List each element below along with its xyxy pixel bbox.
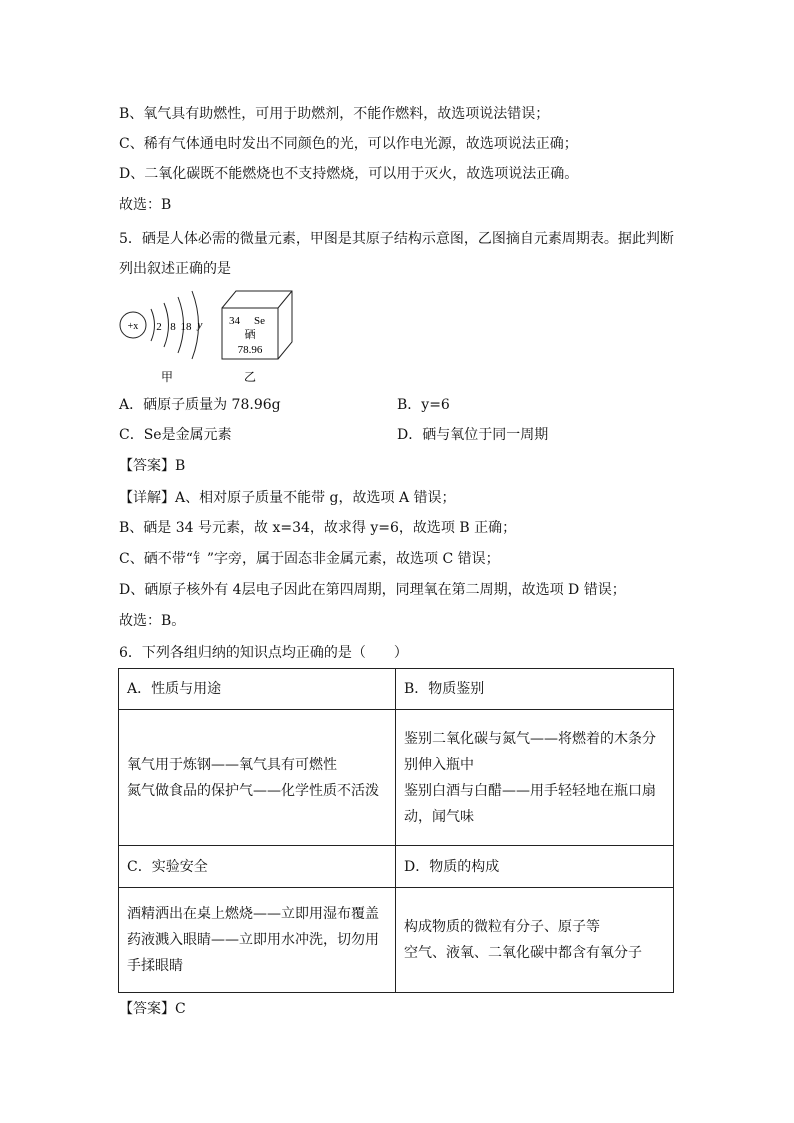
figure-label-a: 甲 xyxy=(160,370,174,384)
cell-atomic-number: 34 xyxy=(229,315,240,327)
q5-option-b: B．y=6 xyxy=(397,397,450,413)
shell-arc-2 xyxy=(164,303,169,347)
q5-figure xyxy=(118,287,308,387)
cell-a-content xyxy=(119,710,396,846)
cell-c-content xyxy=(119,888,396,993)
cell-c-line-3: 手揉眼睛 xyxy=(127,958,183,974)
cell-b-line-1: 鉴别二氧化碳与氮气——将燃着的木条分 xyxy=(404,730,656,747)
q5-option-a: A．硒原子质量为 78.96g xyxy=(119,397,281,413)
explanation-conclusion: 故选：B xyxy=(119,197,172,213)
cell-b-line-4: 动，闻气味 xyxy=(404,808,474,825)
q5-stem-line1: 5．硒是人体必需的微量元素，甲图是其原子结构示意图，乙图摘自元素周期表。据此判断 xyxy=(119,231,674,247)
cell-symbol: Se xyxy=(254,315,265,327)
explanation-line-b: B、氧气具有助燃性，可用于助燃剂，不能作燃料，故选项说法错误； xyxy=(119,106,550,122)
figure-label-b: 乙 xyxy=(243,370,257,384)
cell-c-line-1: 酒精洒出在桌上燃烧——立即用湿布覆盖 xyxy=(127,906,379,922)
explanation-line-d: D、二氧化碳既不能燃烧也不支持燃烧，可以用于灭火，故选项说法正确。 xyxy=(119,166,579,182)
q5-option-c: C．Se是金属元素 xyxy=(119,427,232,443)
q6-answer: 【答案】C xyxy=(119,1001,186,1017)
cell-a-title: A．性质与用途 xyxy=(119,669,396,710)
nucleus-charge: +x xyxy=(127,321,139,332)
cell-b-line-3: 鉴别白酒与白醋——用手轻轻地在瓶口扇 xyxy=(404,782,656,799)
cell-d-line-1: 构成物质的微粒有分子、原子等 xyxy=(404,919,600,935)
shell-count-4: y xyxy=(197,319,203,331)
explanation-line-c: C、稀有气体通电时发出不同颜色的光，可以作电光源，故选项说法正确； xyxy=(119,136,578,152)
cell-c-title: C．实验安全 xyxy=(119,846,396,888)
cell-element-name: 硒 xyxy=(244,329,256,341)
cell-b-title: B．物质鉴别 xyxy=(396,669,674,710)
q5-explanation-d: D、硒原子核外有 4层电子因此在第四周期，同理氧在第二周期，故选项 D 错误； xyxy=(119,582,626,598)
cell-a-line-2: 氮气做食品的保护气——化学性质不活泼 xyxy=(127,782,379,799)
q5-explanation-conclusion: 故选：B。 xyxy=(119,613,186,629)
q6-knowledge-table xyxy=(118,668,674,993)
cell-box-edge xyxy=(278,291,292,308)
cell-b-content xyxy=(396,710,674,846)
shell-arc-1 xyxy=(151,309,155,341)
q5-stem-line2: 列出叙述正确的是 xyxy=(119,261,231,277)
q5-explanation-b: B、硒是 34 号元素，故 x=34，故求得 y=6，故选项 B 正确； xyxy=(119,520,517,536)
shell-count-1: 2 xyxy=(156,321,162,333)
shell-count-3: 18 xyxy=(180,321,192,333)
shell-count-2: 8 xyxy=(170,321,176,333)
cell-a-line-1: 氧气用于炼钢——氧气具有可燃性 xyxy=(127,756,337,773)
cell-c-line-2: 药液溅入眼睛——立即用水冲洗，切勿用 xyxy=(127,932,379,948)
cell-atomic-mass: 78.96 xyxy=(237,344,263,356)
q5-explanation-c: C、硒不带“钅”字旁，属于固态非金属元素，故选项 C 错误； xyxy=(119,551,500,567)
q6-stem: 6．下列各组归纳的知识点均正确的是（ ） xyxy=(119,645,408,661)
q5-explanation-a: 【详解】A、相对原子质量不能带 g，故选项 A 错误； xyxy=(119,490,456,506)
cell-d-content xyxy=(396,888,674,993)
q5-answer: 【答案】B xyxy=(119,458,186,474)
cell-d-title: D．物质的构成 xyxy=(396,846,674,888)
q5-option-d: D．硒与氧位于同一周期 xyxy=(397,427,549,443)
cell-b-line-2: 别伸入瓶中 xyxy=(404,756,474,773)
cell-d-line-2: 空气、液氧、二氧化碳中都含有氧分子 xyxy=(404,945,642,961)
